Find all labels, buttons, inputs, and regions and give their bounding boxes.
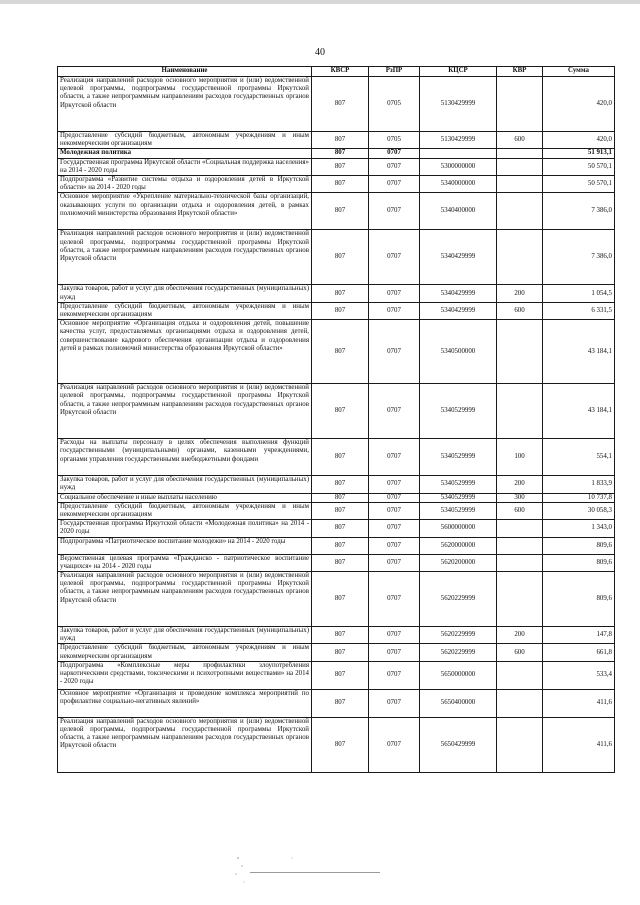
row-sum-cell: 50 570,1 — [543, 176, 615, 193]
row-kvsr-cell: 807 — [312, 320, 369, 384]
row-rzpr-cell: 0707 — [369, 717, 420, 772]
table-row — [58, 520, 615, 537]
row-kvr-cell — [497, 717, 543, 772]
row-rzpr-cell: 0707 — [369, 193, 420, 230]
row-kvr-cell — [497, 661, 543, 689]
row-sum-cell: 420,0 — [543, 77, 615, 132]
row-kvr-cell: 100 — [497, 439, 543, 476]
scan-top-edge — [0, 0, 640, 4]
table-header-row — [58, 67, 615, 77]
row-name-cell: Предоставление субсидий бюджетным, автономным учреждениям и иным некоммерческим организациям — [58, 502, 312, 519]
row-kvsr-cell: 807 — [312, 520, 369, 537]
header-name: Наименование — [58, 67, 312, 77]
row-sum-cell: 10 737,8 — [543, 493, 615, 502]
row-sum-cell: 411,6 — [543, 717, 615, 772]
row-kvsr-cell: 807 — [312, 554, 369, 571]
table-row — [58, 661, 615, 689]
row-kvr-cell — [497, 689, 543, 717]
row-sum-cell: 7 386,0 — [543, 230, 615, 285]
row-kcsr-cell: 5340429999 — [420, 230, 497, 285]
row-kvr-cell: 600 — [497, 302, 543, 319]
row-kcsr-cell: 5340529999 — [420, 502, 497, 519]
row-kcsr-cell: 5300000000 — [420, 158, 497, 175]
table-row — [58, 176, 615, 193]
row-kvsr-cell: 807 — [312, 572, 369, 627]
row-rzpr-cell: 0707 — [369, 627, 420, 644]
table-row — [58, 476, 615, 493]
row-sum-cell: 7 386,0 — [543, 193, 615, 230]
row-rzpr-cell: 0707 — [369, 158, 420, 175]
row-rzpr-cell: 0707 — [369, 554, 420, 571]
row-rzpr-cell: 0707 — [369, 302, 420, 319]
row-kvr-cell — [497, 193, 543, 230]
table-row — [58, 439, 615, 476]
row-kvsr-cell: 807 — [312, 149, 369, 158]
row-sum-cell: 30 058,3 — [543, 502, 615, 519]
table-row — [58, 717, 615, 772]
table-row — [58, 320, 615, 384]
table-body — [58, 77, 615, 773]
row-sum-cell: 809,6 — [543, 537, 615, 554]
row-name-cell: Подпрограмма «Комплексные меры профилактики злоупотребления наркотическими средствами, токсическими и психотропными веществами» на 2014 - 2020 годы — [58, 661, 312, 689]
row-name-cell: Закупка товаров, работ и услуг для обеспечения государственных (муниципальных) нужд — [58, 627, 312, 644]
row-sum-cell: 50 570,1 — [543, 158, 615, 175]
row-kvsr-cell: 807 — [312, 158, 369, 175]
row-name-cell: Основное мероприятие «Организация и проведение комплекса мероприятий по профилактике социально-негативных явлений» — [58, 689, 312, 717]
row-kvr-cell — [497, 554, 543, 571]
row-kvsr-cell: 807 — [312, 537, 369, 554]
table-row — [58, 149, 615, 158]
row-sum-cell: 51 913,1 — [543, 149, 615, 158]
row-name-cell: Подпрограмма «Развитие системы отдыха и оздоровления детей в Иркутской области» на 2014 - 2020 годы — [58, 176, 312, 193]
table-row — [58, 502, 615, 519]
page-number: 40 — [315, 47, 325, 58]
row-sum-cell: 661,8 — [543, 644, 615, 661]
header-rzpr: РзПР — [369, 67, 420, 77]
table-row — [58, 644, 615, 661]
row-kvr-cell: 600 — [497, 502, 543, 519]
row-kvsr-cell: 807 — [312, 493, 369, 502]
row-kvsr-cell: 807 — [312, 717, 369, 772]
row-kvsr-cell: 807 — [312, 502, 369, 519]
row-kcsr-cell: 5650000000 — [420, 661, 497, 689]
row-kcsr-cell: 5340529999 — [420, 439, 497, 476]
row-kcsr-cell: 5340529999 — [420, 476, 497, 493]
row-name-cell: Молодежная политика — [58, 149, 312, 158]
row-kvsr-cell: 807 — [312, 230, 369, 285]
row-name-cell: Предоставление субсидий бюджетным, автономным учреждениям и иным некоммерческим организациям — [58, 132, 312, 149]
row-kvsr-cell: 807 — [312, 193, 369, 230]
row-rzpr-cell: 0707 — [369, 384, 420, 439]
row-name-cell: Реализация направлений расходов основного мероприятия и (или) ведомственной целевой программы, подпрограммы государственной программы Иркутской области, а также непрограммным направлениям расходов государственных органов Иркутской области — [58, 77, 312, 132]
row-rzpr-cell: 0707 — [369, 476, 420, 493]
row-kvsr-cell: 807 — [312, 661, 369, 689]
table-row — [58, 627, 615, 644]
row-kcsr-cell: 5340529999 — [420, 384, 497, 439]
table-row — [58, 193, 615, 230]
row-name-cell: Предоставление субсидий бюджетным, автономным учреждениям и иным некоммерческим организациям — [58, 644, 312, 661]
row-sum-cell: 147,8 — [543, 627, 615, 644]
row-kvr-cell — [497, 77, 543, 132]
row-kcsr-cell: 5130429999 — [420, 132, 497, 149]
row-kvsr-cell: 807 — [312, 689, 369, 717]
row-name-cell: Государственная программа Иркутской области «Социальная поддержка населения» на 2014 - 2020 годы — [58, 158, 312, 175]
row-kvsr-cell: 807 — [312, 476, 369, 493]
row-rzpr-cell: 0707 — [369, 320, 420, 384]
row-kcsr-cell — [420, 149, 497, 158]
row-rzpr-cell: 0705 — [369, 77, 420, 132]
row-kvr-cell: 200 — [497, 627, 543, 644]
row-name-cell: Реализация направлений расходов основного мероприятия и (или) ведомственной целевой программы, подпрограммы государственной программы Иркутской области, а также непрограммным направлениям расходов государственных органов Иркутской области — [58, 572, 312, 627]
table-row — [58, 302, 615, 319]
row-sum-cell: 809,6 — [543, 572, 615, 627]
row-sum-cell: 1 343,0 — [543, 520, 615, 537]
row-kvr-cell: 200 — [497, 285, 543, 302]
header-kvsr: КВСР — [312, 67, 369, 77]
table-row — [58, 158, 615, 175]
row-kvr-cell — [497, 384, 543, 439]
row-kcsr-cell: 5340400000 — [420, 193, 497, 230]
row-kvr-cell — [497, 320, 543, 384]
row-name-cell: Расходы на выплаты персоналу в целях обеспечения выполнения функций государственными (муниципальными) органами, казенными учреждениями, органами управления государственными внебюджетными фондами — [58, 439, 312, 476]
header-kvr: КВР — [497, 67, 543, 77]
header-kcsr: КЦСР — [420, 67, 497, 77]
table-row — [58, 493, 615, 502]
row-sum-cell: 43 184,1 — [543, 320, 615, 384]
row-kvsr-cell: 807 — [312, 302, 369, 319]
row-kcsr-cell: 5650400000 — [420, 689, 497, 717]
row-kcsr-cell: 5620000000 — [420, 537, 497, 554]
row-sum-cell: 809,6 — [543, 554, 615, 571]
row-kcsr-cell: 5340000000 — [420, 176, 497, 193]
row-rzpr-cell: 0707 — [369, 537, 420, 554]
row-sum-cell: 411,6 — [543, 689, 615, 717]
row-sum-cell: 43 184,1 — [543, 384, 615, 439]
row-kvsr-cell: 807 — [312, 132, 369, 149]
row-kvr-cell — [497, 230, 543, 285]
row-sum-cell: 533,4 — [543, 661, 615, 689]
table-row — [58, 572, 615, 627]
row-rzpr-cell: 0707 — [369, 572, 420, 627]
row-kvr-cell: 300 — [497, 493, 543, 502]
row-kvr-cell — [497, 572, 543, 627]
row-kvsr-cell: 807 — [312, 176, 369, 193]
row-kcsr-cell: 5620200000 — [420, 554, 497, 571]
row-sum-cell: 1 833,9 — [543, 476, 615, 493]
row-kvr-cell — [497, 158, 543, 175]
row-kvr-cell — [497, 149, 543, 158]
table-row — [58, 537, 615, 554]
row-rzpr-cell: 0707 — [369, 149, 420, 158]
row-name-cell: Закупка товаров, работ и услуг для обеспечения государственных (муниципальных) нужд — [58, 476, 312, 493]
row-kvr-cell: 600 — [497, 132, 543, 149]
table-row — [58, 132, 615, 149]
row-sum-cell: 420,0 — [543, 132, 615, 149]
row-rzpr-cell: 0707 — [369, 285, 420, 302]
row-name-cell: Основное мероприятие «Укрепление материально-технической базы организаций, оказывающих услуги по организации отдыха и оздоровления детей, в рамках полномочий министерства образования Иркутской области» — [58, 193, 312, 230]
row-name-cell: Социальное обеспечение и иные выплаты населению — [58, 493, 312, 502]
table-row — [58, 384, 615, 439]
row-kvsr-cell: 807 — [312, 384, 369, 439]
row-kcsr-cell: 5340429999 — [420, 302, 497, 319]
row-sum-cell: 554,1 — [543, 439, 615, 476]
row-rzpr-cell: 0707 — [369, 502, 420, 519]
table-row — [58, 230, 615, 285]
row-kcsr-cell: 5620229999 — [420, 572, 497, 627]
table-row — [58, 689, 615, 717]
table-row — [58, 77, 615, 132]
row-name-cell: Основное мероприятие «Организация отдыха и оздоровления детей, повышение качества услуг, предоставляемых организациями отдыха и оздоровления детей, совершенствование кадрового обеспечения организации отдыха и оздоровления детей в рамках полномочий министерства образования Иркутской области» — [58, 320, 312, 384]
row-name-cell: Реализация направлений расходов основного мероприятия и (или) ведомственной целевой программы, подпрограммы государственной программы Иркутской области, а также непрограммным направлениям расходов государственных органов Иркутской области — [58, 717, 312, 772]
row-kvsr-cell: 807 — [312, 644, 369, 661]
row-name-cell: Закупка товаров, работ и услуг для обеспечения государственных (муниципальных) нужд — [58, 285, 312, 302]
budget-table — [57, 66, 615, 773]
row-rzpr-cell: 0705 — [369, 132, 420, 149]
row-kcsr-cell: 5340529999 — [420, 493, 497, 502]
row-name-cell: Государственная программа Иркутской области «Молодежная политика» на 2014 - 2020 годы — [58, 520, 312, 537]
row-kvsr-cell: 807 — [312, 77, 369, 132]
row-rzpr-cell: 0707 — [369, 230, 420, 285]
row-kcsr-cell: 5130429999 — [420, 77, 497, 132]
row-name-cell: Подпрограмма «Патриотическое воспитание молодежи» на 2014 - 2020 годы — [58, 537, 312, 554]
row-kcsr-cell: 5620229999 — [420, 644, 497, 661]
row-name-cell: Предоставление субсидий бюджетным, автономным учреждениям и иным некоммерческим организациям — [58, 302, 312, 319]
row-kvsr-cell: 807 — [312, 439, 369, 476]
row-rzpr-cell: 0707 — [369, 661, 420, 689]
row-kvr-cell — [497, 520, 543, 537]
scan-bottom-line — [250, 872, 380, 873]
row-rzpr-cell: 0707 — [369, 644, 420, 661]
row-kvr-cell: 600 — [497, 644, 543, 661]
row-rzpr-cell: 0707 — [369, 689, 420, 717]
row-kvr-cell — [497, 537, 543, 554]
row-sum-cell: 1 054,5 — [543, 285, 615, 302]
row-kcsr-cell: 5650429999 — [420, 717, 497, 772]
row-name-cell: Реализация направлений расходов основного мероприятия и (или) ведомственной целевой программы, подпрограммы государственной программы Иркутской области, а также непрограммным направлениям расходов государственных органов Иркутской области — [58, 230, 312, 285]
row-kcsr-cell: 5340500000 — [420, 320, 497, 384]
row-kvr-cell: 200 — [497, 476, 543, 493]
row-name-cell: Реализация направлений расходов основного мероприятия и (или) ведомственной целевой программы, подпрограммы государственной программы Иркутской области, а также непрограммным направлениям расходов государственных органов Иркутской области — [58, 384, 312, 439]
row-rzpr-cell: 0707 — [369, 439, 420, 476]
row-rzpr-cell: 0707 — [369, 176, 420, 193]
row-rzpr-cell: 0707 — [369, 493, 420, 502]
row-rzpr-cell: 0707 — [369, 520, 420, 537]
row-kvr-cell — [497, 176, 543, 193]
row-kvsr-cell: 807 — [312, 627, 369, 644]
row-name-cell: Ведомственная целевая программа «Гражданско - патриотическое воспитание учащихся» на 2014 - 2020 годы — [58, 554, 312, 571]
table-row — [58, 554, 615, 571]
row-sum-cell: 6 331,5 — [543, 302, 615, 319]
row-kcsr-cell: 5600000000 — [420, 520, 497, 537]
row-kcsr-cell: 5620229999 — [420, 627, 497, 644]
row-kvsr-cell: 807 — [312, 285, 369, 302]
header-sum: Сумма — [543, 67, 615, 77]
row-kcsr-cell: 5340429999 — [420, 285, 497, 302]
table-row — [58, 285, 615, 302]
